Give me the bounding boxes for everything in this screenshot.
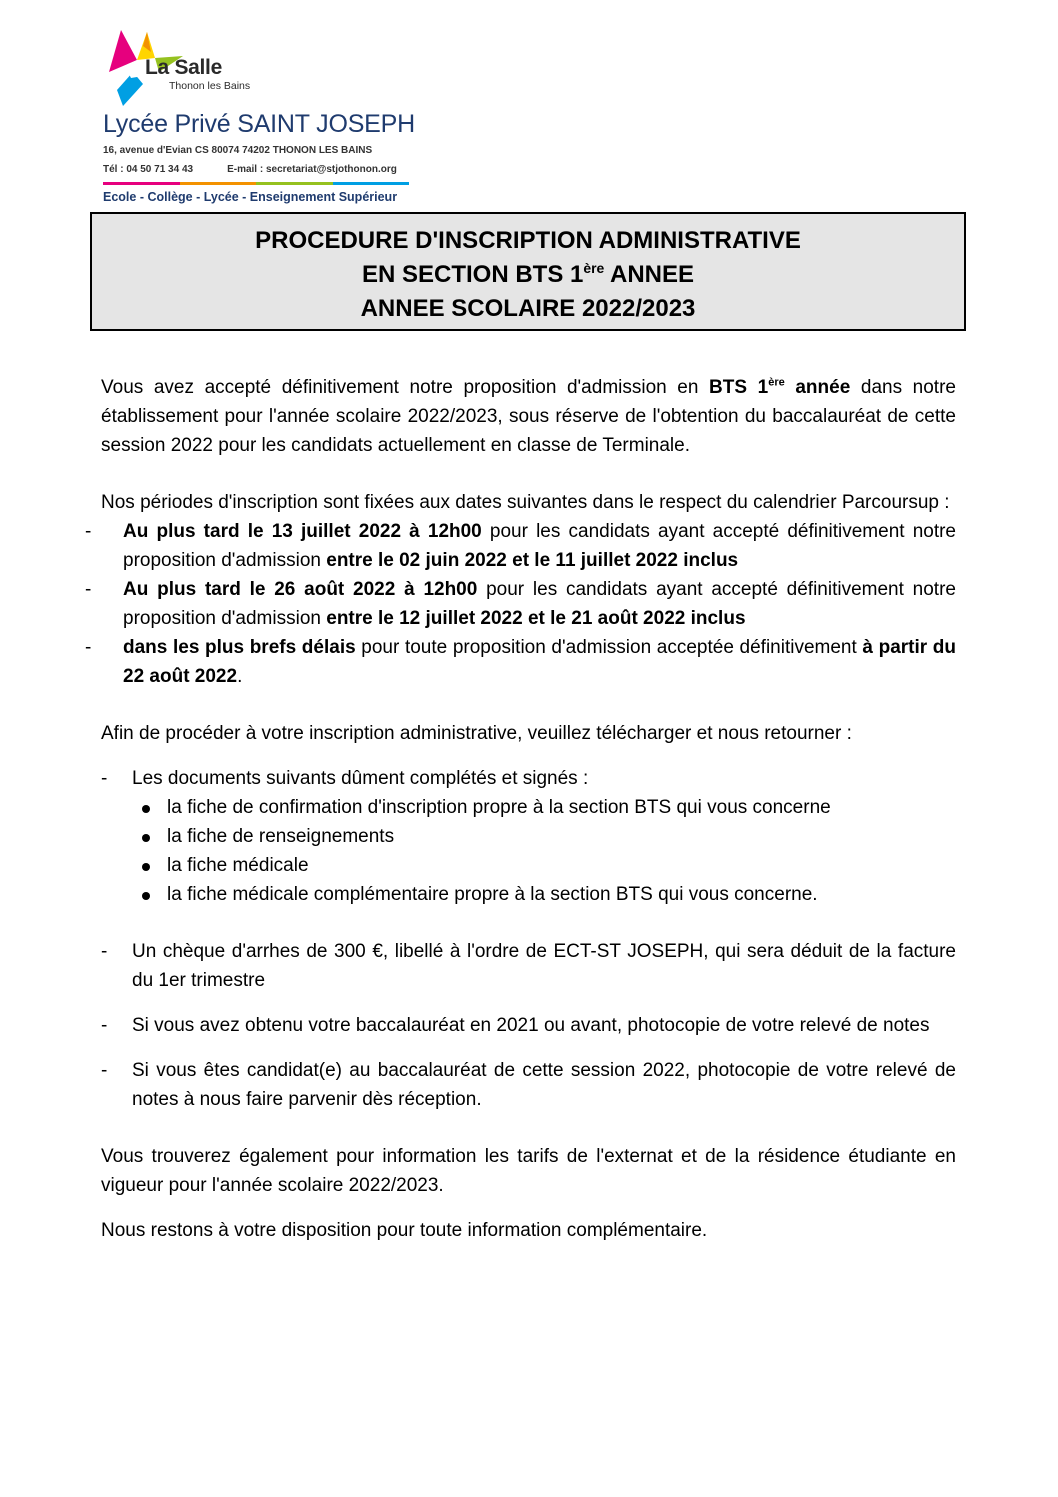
documents-bullets bbox=[101, 793, 956, 909]
school-address: 16, avenue d'Evian CS 80074 74202 THONON LES BAINS bbox=[103, 145, 373, 156]
title-line-2: EN SECTION BTS 1ère ANNEE bbox=[361, 260, 695, 288]
bac-candidate-item: - Si vous êtes candidat(e) au baccalauréat de cette session 2022, photocopie de votre relevé de notes à nous faire parvenir dès réception. bbox=[101, 1060, 956, 1110]
list-item: la fiche de renseignements bbox=[101, 822, 956, 851]
school-tagline: Ecole - Collège - Lycée - Enseignement Supérieur bbox=[103, 190, 398, 204]
bac-before-item: - Si vous avez obtenu votre baccalauréat en 2021 ou avant, photocopie de votre relevé de notes bbox=[101, 1015, 930, 1036]
document-body bbox=[85, 373, 957, 1245]
cheque-item: - Un chèque d'arrhes de 300 €, libellé à l'ordre de ECT-ST JOSEPH, qui sera déduit de la facture du 1er trimestre bbox=[101, 941, 956, 991]
period-item: - Au plus tard le 13 juillet 2022 à 12h00 pour les candidats ayant accepté définitivement notre proposition d'admission entre le 02 juin 2022 et le 11 juillet 2022 inclus bbox=[85, 521, 957, 571]
periods-intro: Nos périodes d'inscription sont fixées aux dates suivantes dans le respect du calendrier Parcoursup : bbox=[101, 492, 950, 513]
school-header bbox=[103, 26, 423, 204]
list-item: la fiche médicale complémentaire propre à la section BTS qui vous concerne. bbox=[101, 880, 956, 909]
closing-paragraph: Nous restons à votre disposition pour toute information complémentaire. bbox=[101, 1220, 708, 1241]
logo bbox=[103, 26, 423, 108]
intro-paragraph: Vous avez accepté définitivement notre proposition d'admission en BTS 1ère année dans notre établissement pour l'année scolaire 2022/2023, sous réserve de l'obtention du baccalauréat de cette session 2022 pour les candidats actuellement en classe de Terminale. bbox=[101, 376, 956, 456]
documents-intro: Afin de procéder à votre inscription administrative, veuillez télécharger et nous retourner : bbox=[101, 723, 852, 744]
school-phone: Tél : 04 50 71 34 43 bbox=[103, 164, 194, 175]
tarifs-paragraph: Vous trouverez également pour information les tarifs de l'externat et de la résidence étudiante en vigueur pour l'année scolaire 2022/2023. bbox=[101, 1146, 956, 1196]
school-email: E-mail : secretariat@stjothonon.org bbox=[227, 164, 397, 175]
title-line-3: ANNEE SCOLAIRE 2022/2023 bbox=[360, 295, 696, 322]
logo-name: La Salle bbox=[145, 56, 222, 79]
school-contact bbox=[103, 162, 423, 177]
documents-list-label: - Les documents suivants dûment complétés et signés : bbox=[101, 768, 589, 789]
title-box bbox=[90, 212, 966, 331]
list-item: la fiche médicale bbox=[101, 851, 956, 880]
logo-subtitle: Thonon les Bains bbox=[169, 80, 251, 92]
school-name: Lycée Privé SAINT JOSEPH bbox=[103, 110, 415, 138]
period-item: - Au plus tard le 26 août 2022 à 12h00 pour les candidats ayant accepté définitivement notre proposition d'admission entre le 12 juillet 2022 et le 21 août 2022 inclus bbox=[85, 579, 956, 629]
title-line-1: PROCEDURE D'INSCRIPTION ADMINISTRATIVE bbox=[255, 227, 801, 254]
list-item: la fiche de confirmation d'inscription propre à la section BTS qui vous concerne bbox=[101, 793, 956, 822]
color-bar bbox=[103, 182, 409, 185]
period-item: - dans les plus brefs délais pour toute proposition d'admission acceptée définitivement à partir du 22 août 2022. bbox=[85, 637, 956, 687]
